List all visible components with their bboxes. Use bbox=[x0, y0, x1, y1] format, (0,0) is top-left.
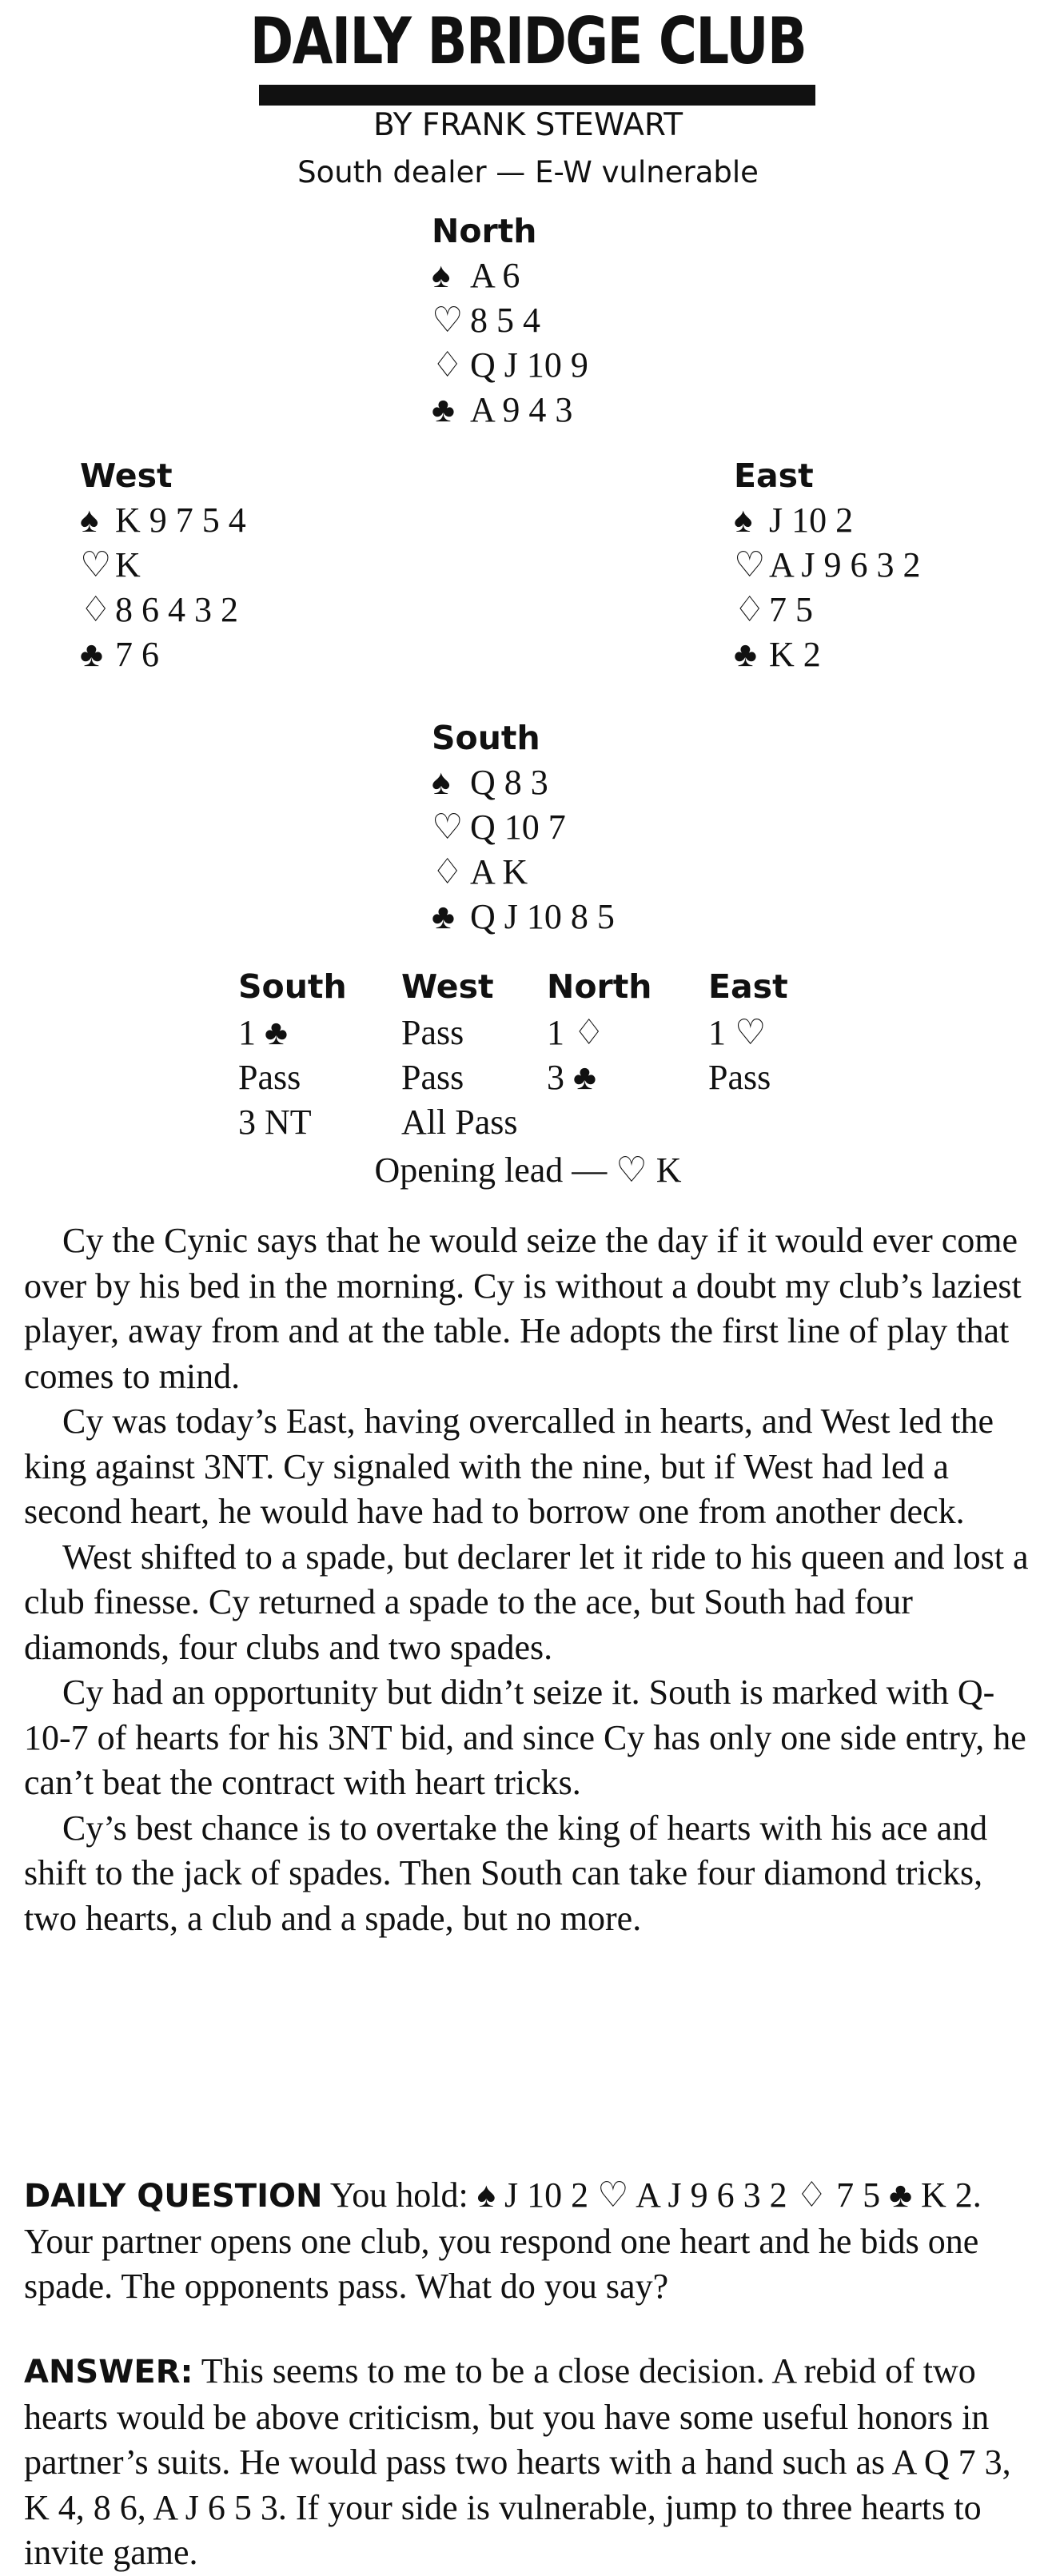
hearts-holding: ♡ Q 10 7 bbox=[432, 805, 615, 850]
answer bbox=[24, 2349, 1033, 2576]
clubs-holding: ♣ 7 6 bbox=[80, 632, 246, 677]
bid-cell: 1 ♢ bbox=[547, 1013, 605, 1052]
body-paragraph: West shifted to a spade, but declarer let it ride to his queen and lost a club finesse. Cy returned a spade to the ace, but South had four diamonds, four clubs and two spades. bbox=[24, 1537, 1029, 1667]
spades-holding: ♠ A 6 bbox=[432, 253, 588, 298]
bid-header-north: North bbox=[547, 967, 652, 1006]
diamonds-holding: ♢ A K bbox=[432, 850, 615, 895]
daily-question bbox=[24, 2173, 1033, 2310]
bid-cell: Pass bbox=[238, 1058, 301, 1097]
diamond-icon: ♢ bbox=[734, 590, 766, 629]
body-paragraph: Cy had an opportunity but didn’t seize it. South is marked with Q-10-7 of hearts for his 3NT bid, and since Cy has only one side entry, he can’t beat the contract with heart tricks. bbox=[24, 1673, 1026, 1802]
club-icon: ♣ bbox=[734, 635, 757, 674]
clubs-holding: ♣ Q J 10 8 5 bbox=[432, 895, 615, 939]
diamonds-holding: ♢ 7 5 bbox=[734, 588, 920, 632]
hand-south bbox=[432, 716, 615, 939]
bid-header-east: East bbox=[708, 967, 788, 1006]
question-text: You hold: ♠ J 10 2 ♡ A J 9 6 3 2 ♢ 7 5 ♣ K 2. Your partner opens one club, you respond one heart and he bids one spade. The opponents pass. What do you say? bbox=[24, 2175, 982, 2306]
bid-cell: All Pass bbox=[401, 1103, 518, 1142]
hearts-holding: ♡ A J 9 6 3 2 bbox=[734, 543, 920, 588]
diamonds-holding: ♢ 8 6 4 3 2 bbox=[80, 588, 246, 632]
spades-holding: ♠ K 9 7 5 4 bbox=[80, 498, 246, 543]
answer-label: ANSWER: bbox=[24, 2354, 193, 2391]
body-paragraph: Cy’s best chance is to overtake the king of hearts with his ace and shift to the jack of spades. Then South can take four diamond tricks, two hearts, a club and a spade, but no more. bbox=[24, 1808, 988, 1938]
diamond-icon: ♢ bbox=[432, 852, 464, 891]
heart-icon: ♡ bbox=[432, 807, 464, 847]
clubs-holding: ♣ K 2 bbox=[734, 632, 920, 677]
hand-label: West bbox=[80, 457, 173, 495]
opening-lead: Opening lead — ♡ K bbox=[374, 1150, 682, 1190]
heart-icon: ♡ bbox=[80, 545, 112, 584]
diamond-icon: ♢ bbox=[432, 345, 464, 385]
bid-cell: 1 ♣ bbox=[238, 1013, 288, 1052]
hand-label: North bbox=[432, 212, 537, 250]
heart-icon: ♡ bbox=[734, 545, 766, 584]
bid-cell: 3 NT bbox=[238, 1103, 312, 1142]
bid-header-south: South bbox=[238, 967, 347, 1006]
heart-icon: ♡ bbox=[432, 301, 464, 340]
dealer-vulnerability: South dealer — E-W vulnerable bbox=[297, 155, 759, 189]
column-title: DAILY BRIDGE CLUB bbox=[249, 4, 807, 78]
bid-cell: 3 ♣ bbox=[547, 1058, 596, 1097]
spade-icon: ♠ bbox=[432, 763, 451, 802]
diamond-icon: ♢ bbox=[80, 590, 112, 629]
club-icon: ♣ bbox=[80, 635, 103, 674]
column-body bbox=[24, 1218, 1033, 1941]
title-rule bbox=[259, 85, 815, 106]
spades-holding: ♠ Q 8 3 bbox=[432, 760, 615, 805]
clubs-holding: ♣ A 9 4 3 bbox=[432, 388, 588, 433]
hand-north bbox=[432, 209, 588, 433]
bid-cell: Pass bbox=[401, 1058, 464, 1097]
hand-label: East bbox=[734, 457, 814, 495]
answer-text: This seems to me to be a close decision. A rebid of two hearts would be above criticism, but you have some useful honors in partner’s suits. He would pass two hearts with a hand such as A Q 7 3, K 4, 8 6, A J 6 5 3. If your side is vulnerable, jump to three hearts to invite game. bbox=[24, 2351, 1011, 2572]
body-paragraph: Cy was today’s East, having overcalled in hearts, and West led the king against 3NT. Cy signaled with the nine, but if West had led a second heart, he would have had to borrow one from another deck. bbox=[24, 1402, 994, 1531]
hearts-holding: ♡ K bbox=[80, 543, 246, 588]
question-label: DAILY QUESTION bbox=[24, 2178, 323, 2215]
hand-east bbox=[734, 454, 920, 677]
bid-cell: 1 ♡ bbox=[708, 1013, 767, 1052]
body-paragraph: Cy the Cynic says that he would seize the day if it would ever come over by his bed in the morning. Cy is without a doubt my club’s laziest player, away from and at the table. He adopts the first line of play that comes to mind. bbox=[24, 1221, 1022, 1396]
spade-icon: ♠ bbox=[432, 256, 451, 295]
spade-icon: ♠ bbox=[734, 500, 753, 540]
bid-cell: Pass bbox=[401, 1013, 464, 1052]
hand-west bbox=[80, 454, 246, 677]
diamonds-holding: ♢ Q J 10 9 bbox=[432, 343, 588, 388]
bid-cell: Pass bbox=[708, 1058, 771, 1097]
bid-header-west: West bbox=[401, 967, 494, 1006]
byline: BY FRANK STEWART bbox=[373, 107, 683, 143]
hand-label: South bbox=[432, 719, 540, 757]
spades-holding: ♠ J 10 2 bbox=[734, 498, 920, 543]
club-icon: ♣ bbox=[432, 897, 455, 936]
club-icon: ♣ bbox=[432, 390, 455, 429]
hearts-holding: ♡ 8 5 4 bbox=[432, 298, 588, 343]
spade-icon: ♠ bbox=[80, 500, 99, 540]
